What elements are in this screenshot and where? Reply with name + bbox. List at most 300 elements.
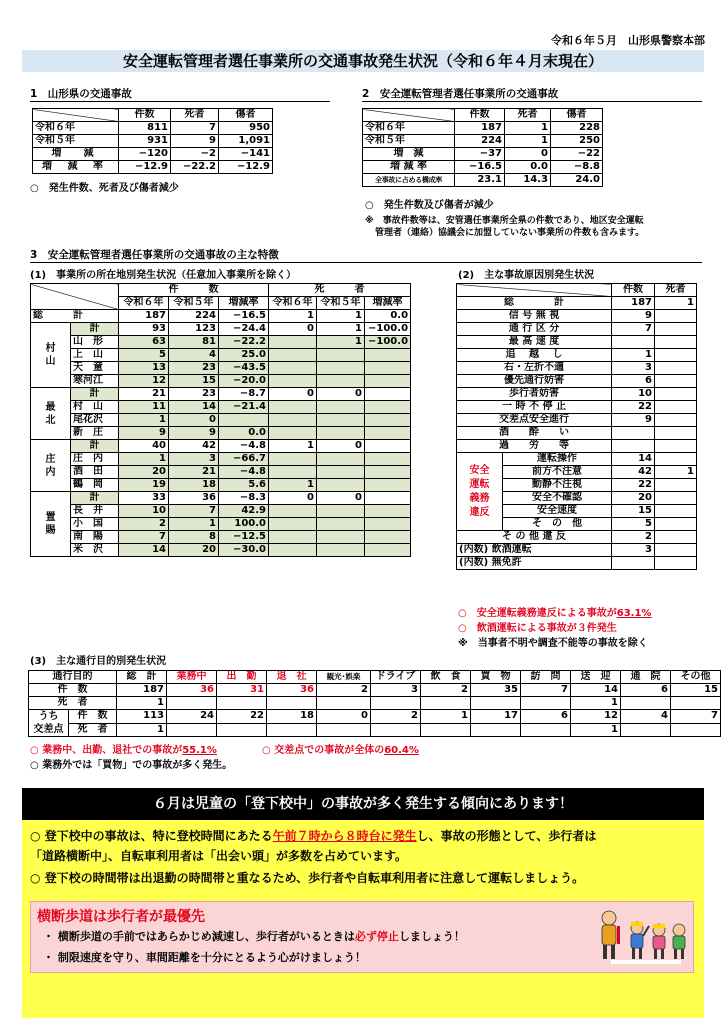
campaign-para1: ○ 登下校中の事故は、特に登校時間にあたる午前７時から８時台に発生し、事故の形態として、歩行者は 「道路横断中」、自転車利用者は「出会い頭」が多数を占めています。 (30, 829, 597, 863)
table-row (29, 710, 721, 724)
table-cell: 最北 (31, 388, 71, 440)
table-cell (421, 723, 471, 737)
table-header-cell: 送 迎 (571, 671, 621, 684)
table-cell (365, 544, 411, 557)
table-cell: −21.4 (219, 401, 269, 414)
table-cell (671, 723, 721, 737)
table-row (29, 671, 721, 684)
table-cell: 安全運転義務違反 (457, 453, 503, 531)
table-cell: 一 時 不 停 止 (457, 401, 612, 414)
table-row (31, 453, 411, 466)
cause-note2: ○ 飲酒運転による事故が３件発生 (458, 623, 617, 634)
table-cell (269, 427, 317, 440)
table-cell: 4 (621, 710, 671, 724)
table-cell: 鶴 岡 (71, 479, 119, 492)
purpose-note1: ○ 業務中、出勤、退社での事故が55.1% (30, 745, 217, 756)
table-cell: (内数) 無免許 (457, 557, 612, 570)
table-row (31, 544, 411, 557)
table-cell (655, 388, 697, 401)
table-header-cell: 総 計 (117, 671, 167, 684)
table-header-cell: 令和５年 (317, 297, 365, 310)
table-header-cell: 死者 (655, 284, 697, 297)
table-cell: 811 (119, 122, 171, 135)
table-cell (612, 557, 655, 570)
table-cell: 14 (169, 401, 219, 414)
table-cell: 35 (471, 684, 521, 697)
table-header-cell: 通 院 (621, 671, 671, 684)
table-cell: 安全速度 (503, 505, 612, 518)
table-cell: 村 山 (71, 401, 119, 414)
table-cell (217, 723, 267, 737)
table-cell: 0 (269, 492, 317, 505)
table-cell: 7 (169, 505, 219, 518)
table-cell: 81 (169, 336, 219, 349)
table-cell: 総 計 (457, 297, 612, 310)
table-header-cell: 件数 (119, 109, 171, 122)
table-header-cell: ドライブ (371, 671, 421, 684)
table-cell: −12.5 (219, 531, 269, 544)
table-cell (317, 414, 365, 427)
table-cell: 酒 酔 い (457, 427, 612, 440)
table-cell: 死 者 (69, 723, 117, 737)
table-cell: 1 (317, 323, 365, 336)
table-cell (655, 518, 697, 531)
table-cell (219, 414, 269, 427)
table-cell: 18 (169, 479, 219, 492)
table-cell: 4 (169, 349, 219, 362)
table-cell: 計 (71, 388, 119, 401)
table-cell: −30.0 (219, 544, 269, 557)
table-header-cell: 件 数 (119, 284, 269, 297)
table-row (31, 427, 411, 440)
table-cell (471, 697, 521, 710)
campaign-title: ６月は児童の「登下校中」の事故が多く発生する傾向にあります！ (22, 788, 704, 820)
table-cell (317, 362, 365, 375)
table-cell: 15 (671, 684, 721, 697)
table-cell (269, 505, 317, 518)
table-cell: 40 (119, 440, 169, 453)
table-cause (456, 283, 697, 570)
table-cell: 運転操作 (503, 453, 612, 466)
table-cell: 950 (219, 122, 273, 135)
table-cell: 24 (167, 710, 217, 724)
table-cell (365, 375, 411, 388)
table-cell (365, 440, 411, 453)
table-header-cell: 通行目的 (29, 671, 117, 684)
table-cell: 通 行 区 分 (457, 323, 612, 336)
table-cell: 上 山 (71, 349, 119, 362)
table-cell: 14 (612, 453, 655, 466)
table-cell (371, 697, 421, 710)
table-cell: 18 (267, 710, 317, 724)
table-cell: うち 交差点 (29, 710, 69, 737)
table-row (31, 310, 411, 323)
table-cell: 63 (119, 336, 169, 349)
table-cell (365, 349, 411, 362)
table-cell: 総 計 (31, 310, 119, 323)
table-cell: 計 (71, 440, 119, 453)
table-row (31, 492, 411, 505)
table-cell: −24.4 (219, 323, 269, 336)
table-cell: 10 (119, 505, 169, 518)
table-cell: 8 (169, 531, 219, 544)
table-cell: 1 (119, 453, 169, 466)
table-cell (371, 723, 421, 737)
table-cell (621, 697, 671, 710)
table-cell: 13 (119, 362, 169, 375)
table-cell: 追 越 し (457, 349, 612, 362)
table-cell (655, 479, 697, 492)
table-cell: 令和５年 (363, 135, 455, 148)
table-cell: 1 (169, 518, 219, 531)
table-cell (365, 362, 411, 375)
table-cell: −4.8 (219, 440, 269, 453)
table-cell (269, 466, 317, 479)
section3-title: 3 安全運転管理者選任事業所の交通事故の主な特徴 (30, 247, 702, 263)
table-header-cell: 傷者 (219, 109, 273, 122)
table-row (31, 323, 411, 336)
table-cell: 1 (269, 310, 317, 323)
table-row (31, 518, 411, 531)
table-cell: 0 (317, 492, 365, 505)
section2-note3: 管理者（連絡）協議会に加盟していない事業所の件数も含みます。 (375, 228, 645, 238)
table-cell: 24.0 (551, 174, 603, 187)
table-row (363, 135, 603, 148)
table-cell: 令和５年 (33, 135, 119, 148)
table-cell: 0 (317, 440, 365, 453)
table-cell: 歩行者妨害 (457, 388, 612, 401)
cause-note3: ※ 当事者不明や調査不能等の事故を除く (458, 638, 648, 649)
table-cell: 増 減 (33, 148, 119, 161)
table-cell: 23 (169, 388, 219, 401)
table-row (457, 323, 697, 336)
table-cell (365, 531, 411, 544)
table-cell (267, 723, 317, 737)
table-cell: そ の 他 (503, 518, 612, 531)
table-header-cell (363, 109, 455, 122)
table-cell: 交差点安全進行 (457, 414, 612, 427)
table-header-cell: 増減率 (219, 297, 269, 310)
table-cell: 米 沢 (71, 544, 119, 557)
table-cell: 22 (612, 401, 655, 414)
table-row (457, 388, 697, 401)
table-cell: 1 (505, 135, 551, 148)
table-cell: 9 (612, 310, 655, 323)
table-cell: 安全不確認 (503, 492, 612, 505)
page-title: 安全運転管理者選任事業所の交通事故発生状況（令和６年４月末現在） (22, 50, 704, 72)
table-cell: −20.0 (219, 375, 269, 388)
table-cell: 0.0 (505, 161, 551, 174)
table-cell: 42 (612, 466, 655, 479)
table-cell: 長 井 (71, 505, 119, 518)
table-cell: 11 (119, 401, 169, 414)
table-header-cell: 観光･娯楽 (317, 671, 371, 684)
table-cell: 0 (505, 148, 551, 161)
table-cell: −37 (455, 148, 505, 161)
table-cell (269, 349, 317, 362)
table-cell (269, 453, 317, 466)
table-cell (317, 349, 365, 362)
table-cell (317, 453, 365, 466)
table-row (31, 362, 411, 375)
table-row (29, 684, 721, 697)
table-cell: 5 (612, 518, 655, 531)
table-cell: 931 (119, 135, 171, 148)
table-cell (365, 388, 411, 401)
table-cell (365, 453, 411, 466)
table-row (457, 336, 697, 349)
children-crossing-illustration (591, 896, 691, 972)
table-header-cell: 件数 (455, 109, 505, 122)
table-cell (621, 723, 671, 737)
table-header-cell: 死 者 (269, 284, 411, 297)
table-cell (269, 362, 317, 375)
table-cell: 計 (71, 323, 119, 336)
table-row (31, 336, 411, 349)
table-cell: 1 (421, 710, 471, 724)
table-cell: 1 (119, 414, 169, 427)
table-cell (365, 518, 411, 531)
table-cell (612, 427, 655, 440)
table-cell (655, 440, 697, 453)
table-cell: 9 (169, 427, 219, 440)
purpose-note3: ○ 業務外では「買物」での事故が多く発生。 (30, 760, 233, 771)
table-cell (269, 336, 317, 349)
table-row (457, 544, 697, 557)
table-cell: そ の 他 違 反 (457, 531, 612, 544)
table-cell: −4.8 (219, 466, 269, 479)
table-cell: 42.9 (219, 505, 269, 518)
table-row (363, 148, 603, 161)
section2-note2: ※ 事故件数等は、安管選任事業所全県の件数であり、地区安全運転 (365, 216, 644, 226)
table-cell: 2 (421, 684, 471, 697)
table-cell: 天 童 (71, 362, 119, 375)
table-cell (655, 427, 697, 440)
crosswalk-bullet2: ・ 制限速度を守り、車間距離を十分にとるよう心がけましょう！ (43, 951, 366, 964)
table-cell: 信 号 無 視 (457, 310, 612, 323)
table-cell: 33 (119, 492, 169, 505)
table-cell: 17 (471, 710, 521, 724)
table-cell: 新 庄 (71, 427, 119, 440)
table-cell: 0.0 (365, 310, 411, 323)
table-cell (471, 723, 521, 737)
table-cell: 113 (117, 710, 167, 724)
table-cell: 令和６年 (33, 122, 119, 135)
table-cell: 3 (371, 684, 421, 697)
table-cell: 令和６年 (363, 122, 455, 135)
table-cell: 9 (171, 135, 219, 148)
table-cell (365, 401, 411, 414)
table-cell: 224 (169, 310, 219, 323)
table-cell: 187 (612, 297, 655, 310)
table-row (363, 161, 603, 174)
table-cell: (内数) 飲酒運転 (457, 544, 612, 557)
location-table-title: (1) 事業所の所在地別発生状況（任意加入事業所を除く） (30, 270, 297, 281)
table-row (29, 697, 721, 710)
table-cell: 6 (621, 684, 671, 697)
table-cell: 123 (169, 323, 219, 336)
table-cell: −66.7 (219, 453, 269, 466)
table-cell: 増 減 (363, 148, 455, 161)
table-cell (317, 518, 365, 531)
table-cell (655, 544, 697, 557)
table-cell: 最 高 速 度 (457, 336, 612, 349)
table-cell (521, 723, 571, 737)
table-cell: 1 (571, 697, 621, 710)
table-cell (365, 505, 411, 518)
table-cell: 15 (169, 375, 219, 388)
cause-table-title: (2) 主な事故原因別発生状況 (458, 270, 595, 281)
table-row (31, 375, 411, 388)
table-cell: 31 (217, 684, 267, 697)
table-cell: 2 (612, 531, 655, 544)
table-cell: 42 (169, 440, 219, 453)
table-cell: 14.3 (505, 174, 551, 187)
table-row (457, 310, 697, 323)
table-row (29, 723, 721, 737)
table-header-cell: 飲 食 (421, 671, 471, 684)
table-cell (655, 310, 697, 323)
table-cell (421, 697, 471, 710)
table-row (31, 531, 411, 544)
table-cell: 1 (655, 297, 697, 310)
table-cell: 224 (455, 135, 505, 148)
table-cell: 件 数 (69, 710, 117, 724)
table-cell: 21 (119, 388, 169, 401)
table-cell: 村山 (31, 323, 71, 388)
table-cell (167, 723, 217, 737)
table-cell (655, 323, 697, 336)
table-cell (655, 336, 697, 349)
section2-title: 2 安全運転管理者選任事業所の交通事故 (362, 86, 702, 102)
table-header-cell: 死者 (171, 109, 219, 122)
table-cell: 2 (371, 710, 421, 724)
table-cell: 5 (119, 349, 169, 362)
table-cell (317, 531, 365, 544)
table-cell: 置賜 (31, 492, 71, 557)
table-cell: 21 (169, 466, 219, 479)
table-cell: 20 (612, 492, 655, 505)
crosswalk-box (30, 901, 694, 973)
table-cell: 7 (612, 323, 655, 336)
table-cell (655, 414, 697, 427)
table-cell (317, 697, 371, 710)
table-cell: 93 (119, 323, 169, 336)
table-cell (365, 427, 411, 440)
table-cell (655, 531, 697, 544)
table-header-cell: 令和５年 (169, 297, 219, 310)
table-cell: 22 (612, 479, 655, 492)
table-header-cell: 令和６年 (269, 297, 317, 310)
table-cell: 36 (169, 492, 219, 505)
purpose-note2: ○ 交差点での事故が全体の60.4% (262, 745, 419, 756)
table-cell: 増 減 率 (363, 161, 455, 174)
table-cell: 1 (269, 440, 317, 453)
table-cell: 3 (612, 362, 655, 375)
table-header-cell: 件数 (612, 284, 655, 297)
table-cell: −22 (551, 148, 603, 161)
table-cell: 187 (455, 122, 505, 135)
table-cell: 2 (317, 684, 371, 697)
table-cell: 2 (119, 518, 169, 531)
table-cell (365, 492, 411, 505)
table-cell: 7 (521, 684, 571, 697)
campaign-banner (22, 788, 704, 1018)
table-cell: 1 (571, 723, 621, 737)
table-row (457, 427, 697, 440)
table-yamagata (32, 108, 273, 174)
table-cell: −8.7 (219, 388, 269, 401)
table-cell: 3 (612, 544, 655, 557)
table-cell: −141 (219, 148, 273, 161)
table-cell: 6 (521, 710, 571, 724)
table-row (33, 161, 273, 174)
table-cell: 3 (169, 453, 219, 466)
table-cell: 10 (612, 388, 655, 401)
table-cell: 1 (117, 723, 167, 737)
table-cell (655, 362, 697, 375)
table-cell: 12 (119, 375, 169, 388)
crosswalk-box-title: 横断歩道は歩行者が最優先 (37, 909, 205, 925)
table-cell: 庄内 (31, 440, 71, 492)
table-cell: 小 国 (71, 518, 119, 531)
table-cell: 187 (119, 310, 169, 323)
table-cell: −8.8 (551, 161, 603, 174)
table-cell: 23.1 (455, 174, 505, 187)
table-cell (317, 505, 365, 518)
table-cell: −12.9 (119, 161, 171, 174)
table-cell: 右・左折不適 (457, 362, 612, 375)
table-cell (217, 697, 267, 710)
table-cell (365, 414, 411, 427)
table-header-cell (31, 284, 119, 310)
table-row (363, 122, 603, 135)
table-header-cell: その他 (671, 671, 721, 684)
table-cell (655, 557, 697, 570)
table-cell: −16.5 (455, 161, 505, 174)
table-cell (317, 466, 365, 479)
table-row (31, 349, 411, 362)
table-cell: 9 (612, 414, 655, 427)
table-cell (521, 697, 571, 710)
table-cell: 動静不注視 (503, 479, 612, 492)
table-cell: 5.6 (219, 479, 269, 492)
purpose-table-title: (3) 主な通行目的別発生状況 (30, 656, 167, 667)
table-cell (655, 375, 697, 388)
table-cell: −100.0 (365, 336, 411, 349)
table-cell (167, 697, 217, 710)
table-row (31, 466, 411, 479)
table-cell: 死 者 (29, 697, 117, 710)
table-cell (317, 723, 371, 737)
table-cell: 36 (167, 684, 217, 697)
section1-title: 1 山形県の交通事故 (30, 86, 330, 102)
table-header-cell: 退 社 (267, 671, 317, 684)
table-cell (317, 479, 365, 492)
table-cell: 25.0 (219, 349, 269, 362)
table-row (31, 401, 411, 414)
table-cell (317, 427, 365, 440)
table-cell (317, 544, 365, 557)
section2-note1: ○ 発生件数及び傷者が減少 (365, 200, 494, 211)
table-header-cell: 令和６年 (119, 297, 169, 310)
table-cell: 尾花沢 (71, 414, 119, 427)
table-cell: 1 (117, 697, 167, 710)
table-row (457, 297, 697, 310)
table-selected-business (362, 108, 603, 187)
table-cell: 250 (551, 135, 603, 148)
table-cell: 1 (612, 349, 655, 362)
